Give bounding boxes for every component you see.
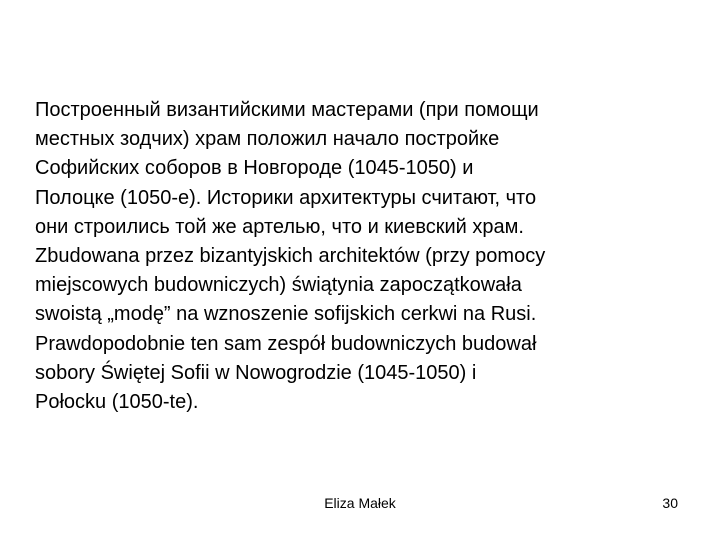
paragraph-line: miejscowych budowniczych) świątynia zapoczątkowała [35, 274, 522, 297]
paragraph-line: sobory Świętej Sofii w Nowogrodzie (1045-1050) i [35, 361, 477, 384]
page-number: 30 [662, 495, 678, 511]
paragraph-line: Zbudowana przez bizantyjskich architektów (przy pomocy [35, 245, 546, 268]
paragraph-polish [35, 242, 685, 417]
paragraph-line: swoistą „modę” na wznoszenie sofijskich cerkwi na Rusi. [35, 303, 537, 326]
paragraph-line: Построенный византийскими мастерами (при помощи [35, 99, 539, 121]
paragraph-line: Полоцке (1050-е). Историки архитектуры считают, что [35, 186, 537, 209]
paragraph-line: Софийских соборов в Новгороде (1045-1050) и [35, 157, 474, 180]
paragraph-line: местных зодчих) храм положил начало постройке [35, 128, 500, 151]
paragraph-russian [35, 96, 685, 242]
slide-body [35, 96, 685, 417]
paragraph-line: они строились той же артелью, что и киевский храм. [35, 215, 524, 238]
paragraph-line: Połocku (1050-te). [35, 391, 199, 414]
paragraph-line: Prawdopodobnie ten sam zespół budowniczych budował [35, 332, 537, 355]
footer-author: Eliza Małek [324, 495, 396, 511]
